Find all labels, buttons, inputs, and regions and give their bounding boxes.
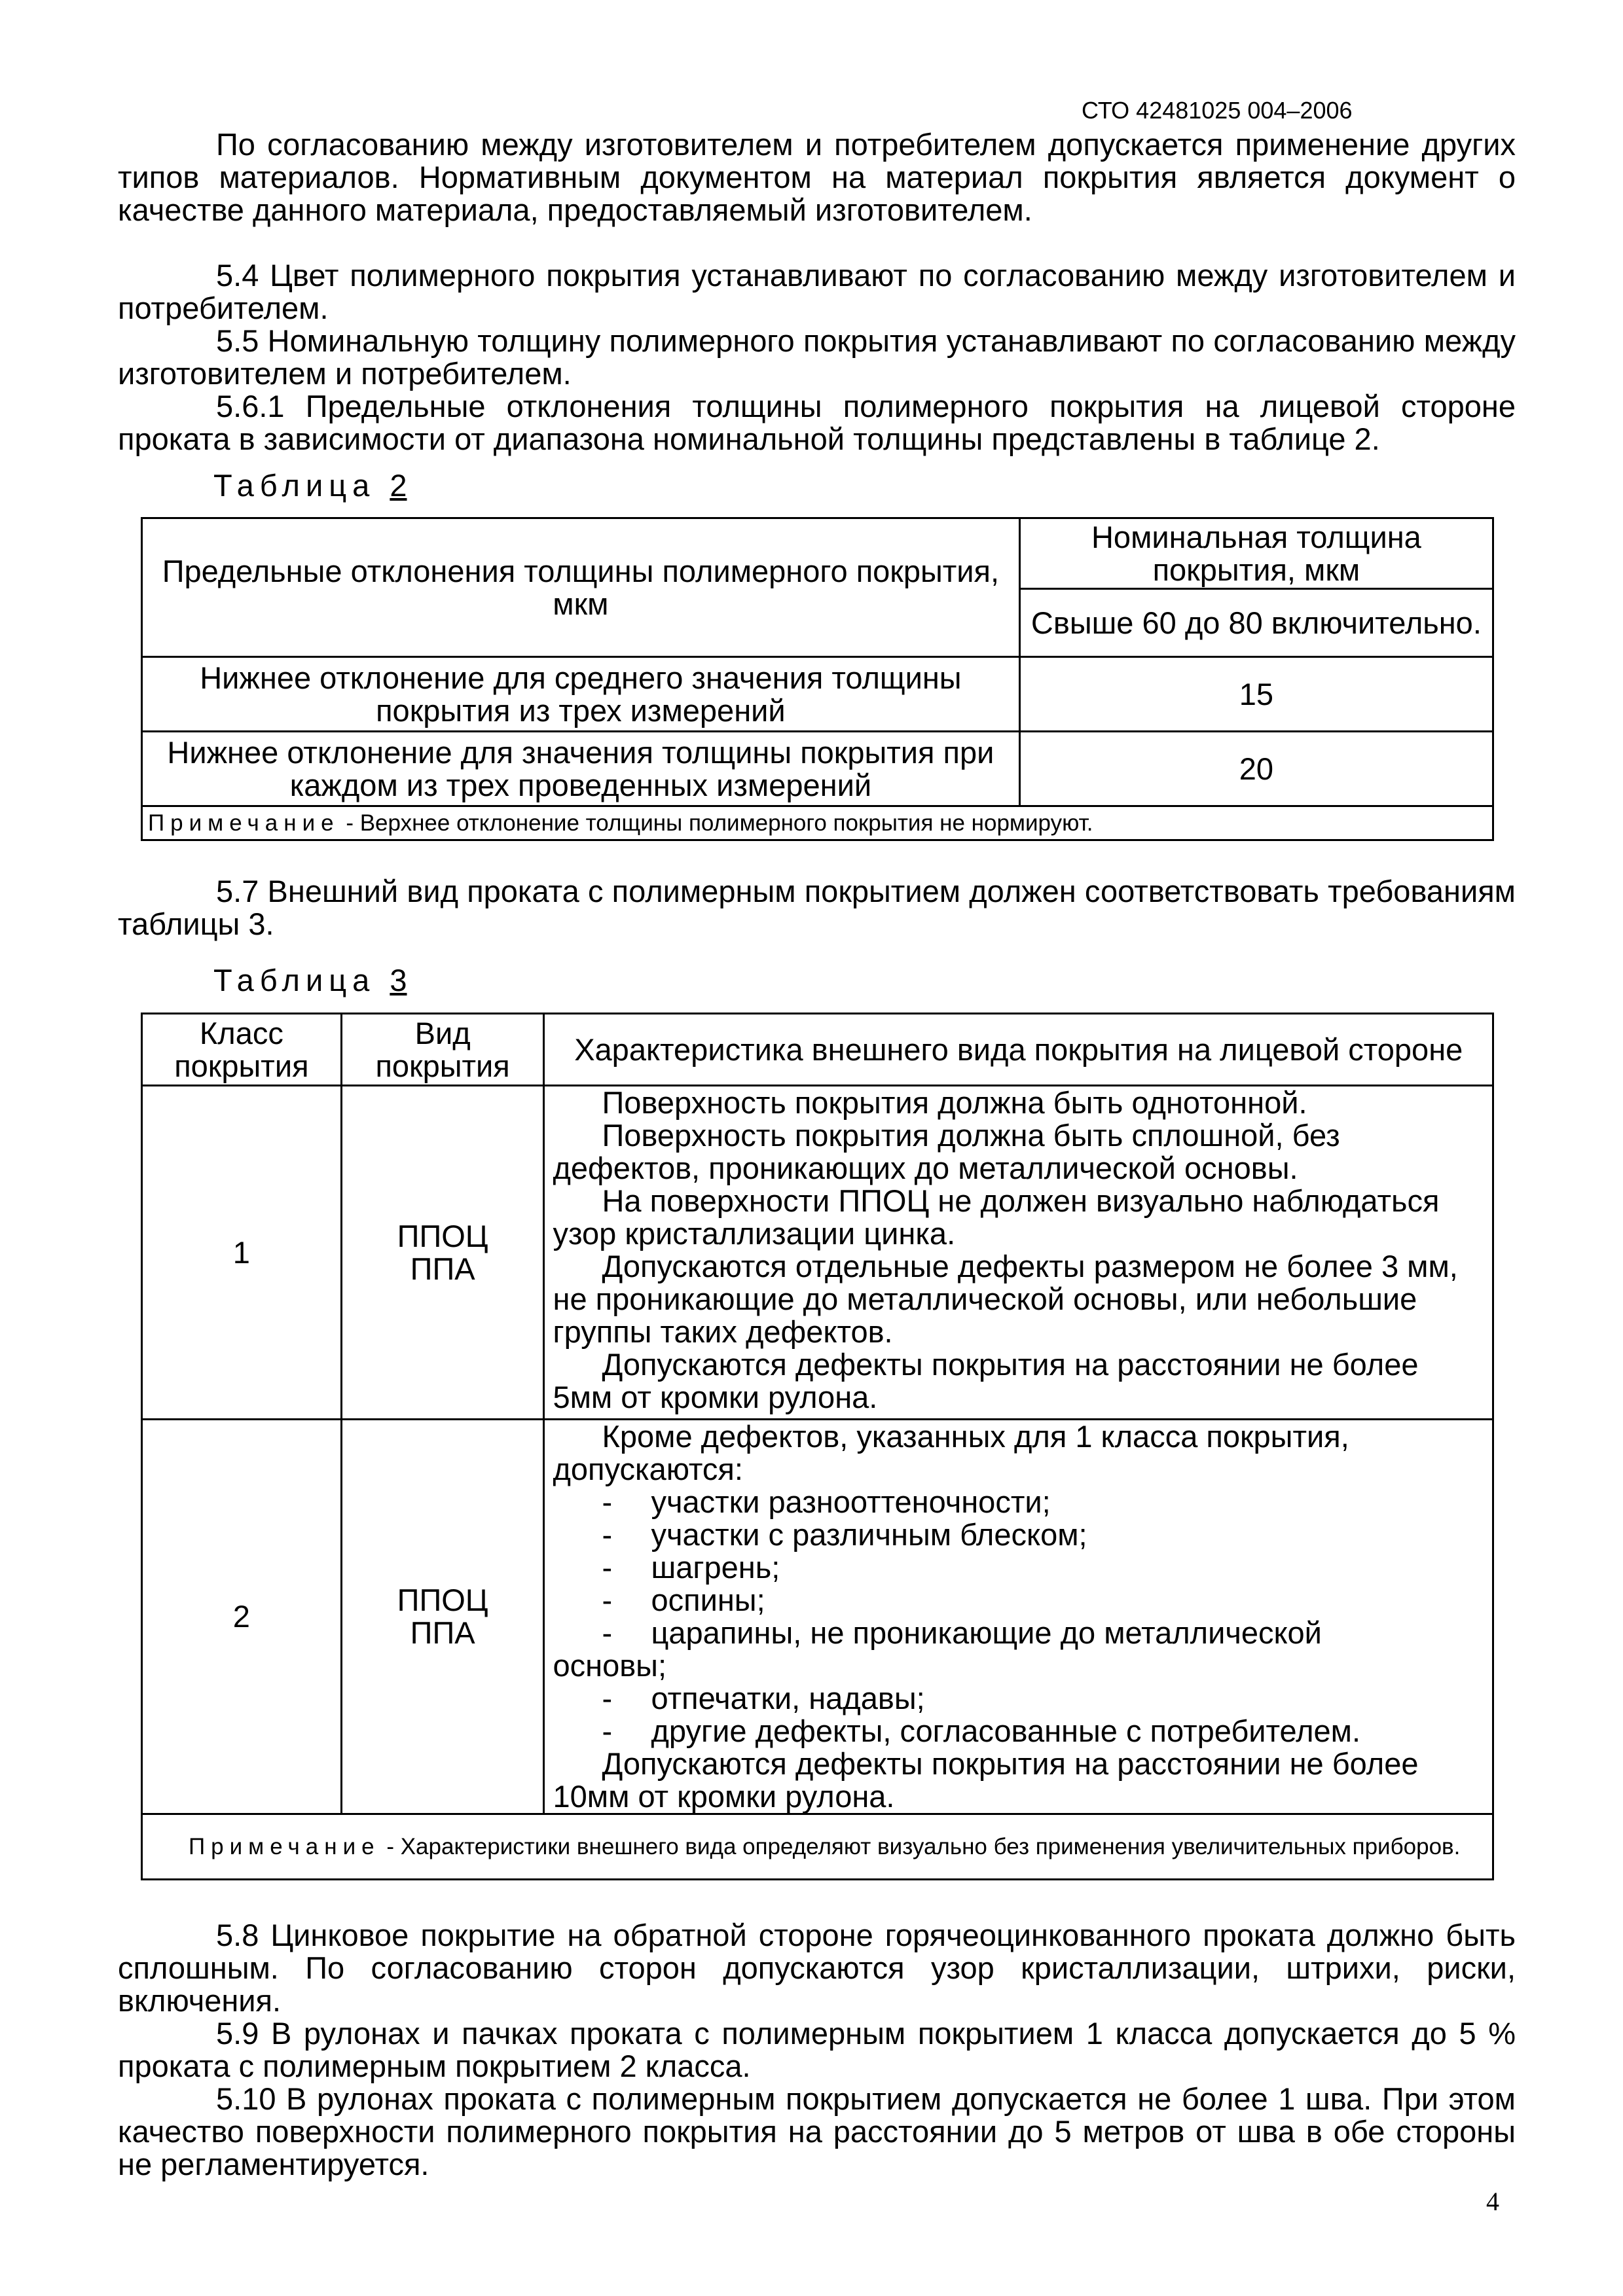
list-dash: -	[602, 1615, 613, 1650]
page-number: 4	[1486, 2187, 1499, 2216]
table3-row2-class: 2	[142, 1420, 342, 1814]
paragraph-5-4: 5.4 Цвет полимерного покрытия устанавливают по согласованию между изготовителем и потребителем.	[118, 258, 1516, 325]
paragraph-5-10: 5.10 В рулонах проката с полимерным покрытием допускается не более 1 шва. При этом качество поверхности полимерного покрытия на расстоянии до 5 метров от шва в обе стороны не регламентируется.	[118, 2081, 1516, 2181]
paragraph-5-9: 5.9 В рулонах и пачках проката с полимерным покрытием 1 класса допускается до 5 % проката с полимерным покрытием 2 класса.	[118, 2016, 1516, 2083]
table3-row2-description	[544, 1420, 1493, 1814]
table2-note-word: Примечание	[148, 810, 340, 836]
table3-caption	[213, 962, 407, 998]
defect-list-item	[553, 1518, 1479, 1551]
defect-item-text: участки разнооттеночности;	[651, 1484, 1051, 1519]
table3-header-class: Класс покрытия	[142, 1014, 342, 1086]
defect-list-item	[553, 1715, 1479, 1748]
table2-row2-label: Нижнее отклонение для значения толщины покрытия при каждом из трех проведенных измерений	[142, 732, 1020, 806]
table3-row2-type	[341, 1420, 544, 1814]
defect-list-item	[553, 1486, 1479, 1518]
table2-row2-value: 20	[1019, 732, 1493, 806]
defect-item-text: шагрень;	[651, 1550, 780, 1585]
paragraph-5-8: 5.8 Цинковое покрытие на обратной стороне горячеоцинкованного проката должно быть сплошным. По согласованию сторон допускаются узор кристаллизации, штрихи, риски, включения.	[118, 1918, 1516, 2018]
defect-item-text: отпечатки, надавы;	[651, 1681, 925, 1715]
defect-item-continuation: основы;	[553, 1648, 667, 1683]
table3-note-text: - Характеристики внешнего вида определяют визуально без применения увеличительных приборов.	[380, 1833, 1461, 1859]
defect-list-item	[553, 1551, 1479, 1584]
table3-row1-type	[341, 1086, 544, 1420]
row1-desc-line: На поверхности ППОЦ не должен визуально наблюдаться узор кристаллизации цинка.	[553, 1183, 1440, 1251]
list-dash: -	[602, 1484, 613, 1519]
row1-desc-line: Допускаются дефекты покрытия на расстоянии не более 5мм от кромки рулона.	[553, 1347, 1419, 1414]
defect-item-text: участки с различным блеском;	[651, 1517, 1087, 1552]
table2-header-nominal: Номинальная толщина покрытия, мкм	[1019, 518, 1493, 589]
table3-caption-word: Таблица	[213, 963, 376, 997]
paragraph-5-6-1: 5.6.1 Предельные отклонения толщины полимерного покрытия на лицевой стороне проката в зависимости от диапазона номинальной толщины представлены в таблице 2.	[118, 389, 1516, 456]
table2-caption	[213, 467, 407, 503]
table-2	[141, 517, 1494, 841]
table2-caption-number: 2	[390, 468, 407, 503]
table2-note-text: - Верхнее отклонение толщины полимерного покрытия не нормируют.	[339, 810, 1093, 836]
defect-list-item	[553, 1682, 1479, 1715]
paragraph-5-7: 5.7 Внешний вид проката с полимерным покрытием должен соответствовать требованиям таблицы 3.	[118, 874, 1516, 941]
table3-note	[142, 1814, 1493, 1880]
list-dash: -	[602, 1681, 613, 1715]
table3-row1-type-ppots: ППОЦ	[397, 1218, 488, 1253]
table3-row1-type-ppa: ППА	[410, 1251, 475, 1286]
table3-header-characteristic: Характеристика внешнего вида покрытия на лицевой стороне	[544, 1014, 1493, 1086]
table2-row1-label: Нижнее отклонение для среднего значения толщины покрытия из трех измерений	[142, 657, 1020, 732]
defect-list-item	[553, 1617, 1479, 1649]
defect-item-text: другие дефекты, согласованные с потребителем.	[651, 1713, 1361, 1748]
defect-list-item	[553, 1584, 1479, 1617]
table2-caption-word: Таблица	[213, 468, 376, 503]
table3-row2-type-ppa: ППА	[410, 1615, 475, 1650]
table3-row2-type-ppots: ППОЦ	[397, 1583, 488, 1617]
table-3	[141, 1013, 1494, 1880]
paragraph-5-5: 5.5 Номинальную толщину полимерного покрытия устанавливают по согласованию между изготовителем и потребителем.	[118, 323, 1516, 391]
list-dash: -	[602, 1517, 613, 1552]
paragraph-materials: По согласованию между изготовителем и потребителем допускается применение других типов материалов. Нормативным документом на материал покрытия является документ о качестве данного материала, предоставляемый изготовителем.	[118, 127, 1516, 227]
table3-row1-class: 1	[142, 1086, 342, 1420]
table2-header-deviation: Предельные отклонения толщины полимерного покрытия, мкм	[142, 518, 1020, 657]
row2-desc-outro: Допускаются дефекты покрытия на расстоянии не более 10мм от кромки рулона.	[553, 1746, 1419, 1814]
table3-caption-number: 3	[390, 963, 407, 997]
document-code: СТО 42481025 004–2006	[1082, 97, 1353, 124]
list-dash: -	[602, 1550, 613, 1585]
table3-row1-description	[544, 1086, 1493, 1420]
row1-desc-line: Поверхность покрытия должна быть сплошной, без дефектов, проникающих до металлической основы.	[553, 1118, 1340, 1185]
table3-note-word: Примечание	[189, 1833, 380, 1859]
row1-desc-line: Поверхность покрытия должна быть однотонной.	[602, 1085, 1307, 1120]
defect-item-text: оспины;	[651, 1583, 765, 1617]
defect-item-text: царапины, не проникающие до металлической	[651, 1615, 1322, 1650]
row2-desc-intro: Кроме дефектов, указанных для 1 класса покрытия, допускаются:	[553, 1419, 1349, 1486]
table2-row1-value: 15	[1019, 657, 1493, 732]
table2-note	[142, 806, 1493, 840]
table3-header-type: Вид покрытия	[341, 1014, 544, 1086]
row1-desc-line: Допускаются отдельные дефекты размером не более 3 мм, не проникающие до металлической основы, или небольшие группы таких дефектов.	[553, 1249, 1458, 1349]
list-dash: -	[602, 1713, 613, 1748]
list-dash: -	[602, 1583, 613, 1617]
table2-header-range: Свыше 60 до 80 включительно.	[1019, 589, 1493, 657]
